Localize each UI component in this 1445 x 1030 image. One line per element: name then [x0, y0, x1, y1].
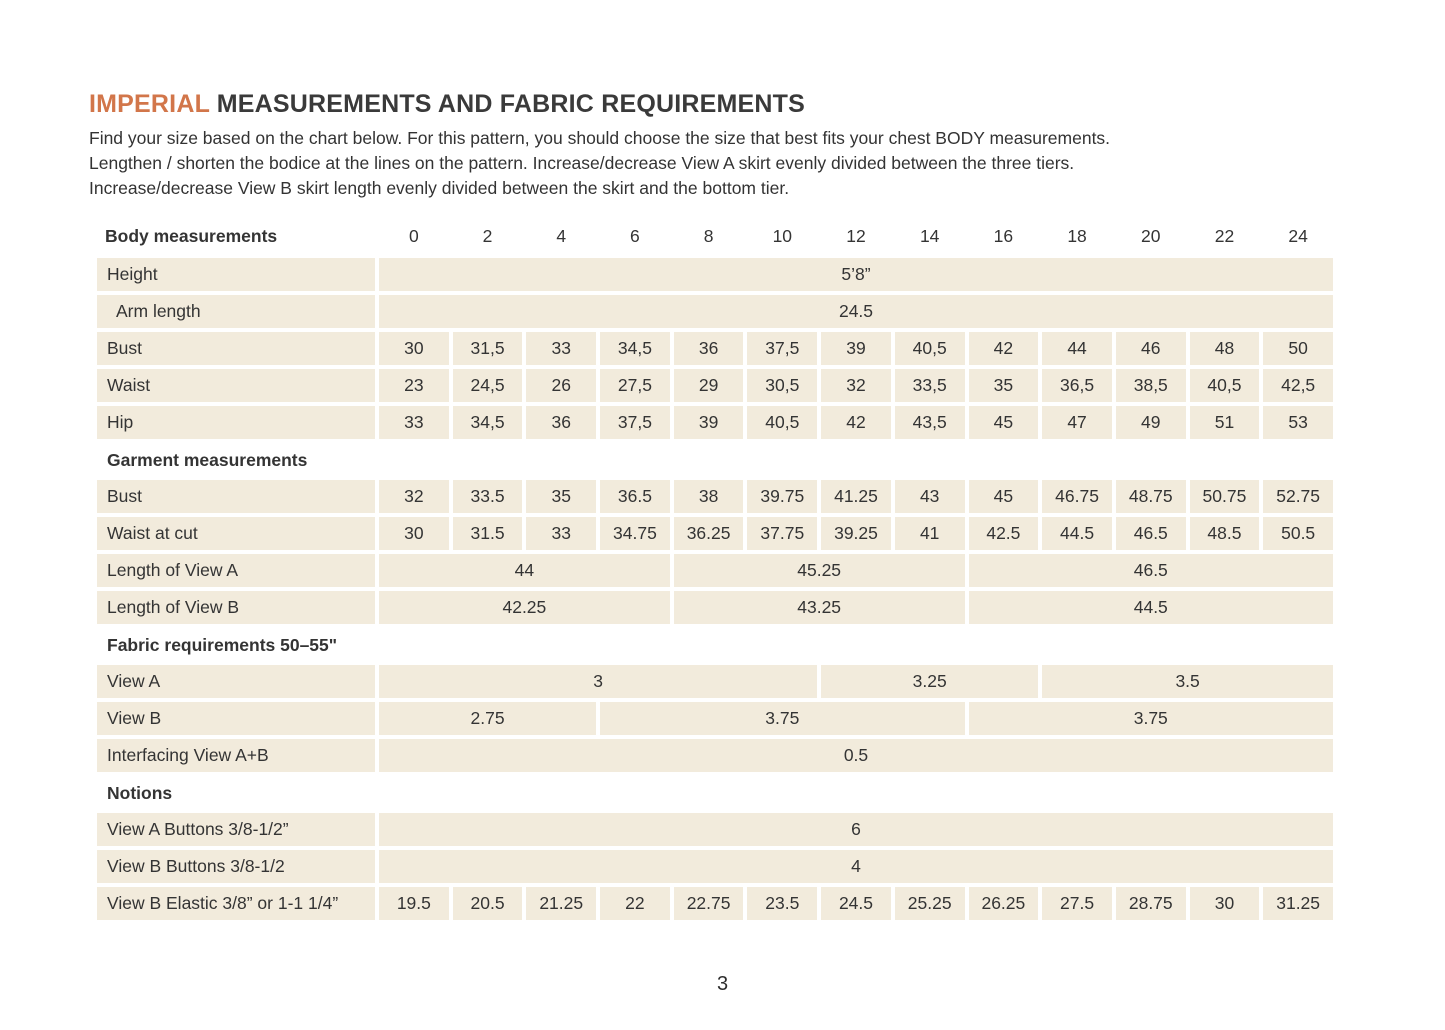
- value-cell: 24.5: [821, 887, 891, 920]
- page-title-rest: MEASUREMENTS AND FABRIC REQUIREMENTS: [209, 90, 805, 118]
- value-cell: 19.5: [379, 887, 449, 920]
- value-cell: 0.5: [379, 739, 1333, 772]
- table-row: [97, 369, 1333, 402]
- value-cell: 36.25: [674, 517, 744, 550]
- size-column-header-4: 4: [556, 225, 567, 246]
- value-cell: 40,5: [747, 406, 817, 439]
- value-cell: 47: [1042, 406, 1112, 439]
- section-heading: Garment measurements: [107, 449, 308, 470]
- value-cell: 44: [1042, 332, 1112, 365]
- value-cell: 34,5: [600, 332, 670, 365]
- size-column-header-22: 22: [1214, 225, 1235, 246]
- value-cell: 46.5: [1116, 517, 1186, 550]
- value-cell: 3.5: [1042, 665, 1333, 698]
- intro-line-2: Lengthen / shorten the bodice at the lines on the pattern. Increase/decrease View A skirt evenly divided between the three tiers.: [89, 153, 1075, 173]
- table-row: [97, 739, 1333, 772]
- table-row: [97, 332, 1333, 365]
- size-column-header-16: 16: [993, 225, 1014, 246]
- value-cell: 37,5: [747, 332, 817, 365]
- intro-line-3: Increase/decrease View B skirt length evenly divided between the skirt and the bottom tier.: [89, 178, 790, 198]
- value-cell: 43: [895, 480, 965, 513]
- value-cell: 3: [379, 665, 817, 698]
- value-cell: 30: [379, 332, 449, 365]
- row-label: Bust: [97, 332, 375, 365]
- value-cell: 38: [674, 480, 744, 513]
- value-cell: 40,5: [1190, 369, 1260, 402]
- value-cell: 35: [969, 369, 1039, 402]
- value-cell: 26.25: [969, 887, 1039, 920]
- table-row: [97, 258, 1333, 291]
- value-cell: 49: [1116, 406, 1186, 439]
- row-label: Waist at cut: [97, 517, 375, 550]
- size-column-header-0: 0: [408, 225, 419, 246]
- value-cell: 44.5: [1042, 517, 1112, 550]
- row-label: Height: [97, 258, 375, 291]
- row-label: Waist: [97, 369, 375, 402]
- value-cell: 29: [674, 369, 744, 402]
- value-cell: 36.5: [600, 480, 670, 513]
- row-label: Hip: [97, 406, 375, 439]
- value-cell: 6: [379, 813, 1333, 846]
- size-column-header-20: 20: [1141, 225, 1161, 246]
- value-cell: 48: [1190, 332, 1260, 365]
- table-row: [97, 295, 1333, 328]
- size-column-header-2: 2: [482, 225, 493, 246]
- value-cell: 31,5: [453, 332, 523, 365]
- table-header-label: Body measurements: [105, 225, 278, 246]
- value-cell: 39.25: [821, 517, 891, 550]
- value-cell: 25.25: [895, 887, 965, 920]
- value-cell: 23: [379, 369, 449, 402]
- page-number: 3: [716, 973, 729, 995]
- value-cell: 36: [674, 332, 744, 365]
- value-cell: 22: [600, 887, 670, 920]
- page-title: [89, 90, 1335, 119]
- row-label: Length of View B: [97, 591, 375, 624]
- value-cell: 34.75: [600, 517, 670, 550]
- row-label: View B Elastic 3/8” or 1-1 1/4”: [97, 887, 375, 920]
- table-row: [97, 591, 1333, 624]
- row-label: Length of View A: [97, 554, 375, 587]
- table-row: [97, 702, 1333, 735]
- value-cell: 24,5: [453, 369, 523, 402]
- value-cell: 42,5: [1263, 369, 1333, 402]
- value-cell: 4: [379, 850, 1333, 883]
- table-row: [97, 480, 1333, 513]
- value-cell: 48.5: [1190, 517, 1260, 550]
- size-column-header-24: 24: [1288, 225, 1308, 246]
- size-column-header-10: 10: [772, 225, 793, 246]
- value-cell: 50.5: [1263, 517, 1333, 550]
- table-row: [97, 887, 1333, 920]
- value-cell: 22.75: [674, 887, 744, 920]
- value-cell: 30,5: [747, 369, 817, 402]
- value-cell: 33: [526, 332, 596, 365]
- value-cell: 31.25: [1263, 887, 1333, 920]
- row-label: View A: [97, 665, 375, 698]
- row-label: Bust: [97, 480, 375, 513]
- value-cell: 44.5: [969, 591, 1333, 624]
- section-heading: Fabric requirements 50–55": [107, 634, 338, 655]
- table-header-row: [97, 223, 1333, 249]
- page-content: [89, 90, 1335, 924]
- value-cell: 30: [1190, 887, 1260, 920]
- size-column-header-14: 14: [919, 225, 940, 246]
- value-cell: 28.75: [1116, 887, 1186, 920]
- value-cell: 48.75: [1116, 480, 1186, 513]
- value-cell: 46: [1116, 332, 1186, 365]
- section-heading: Notions: [107, 782, 173, 803]
- value-cell: 50: [1263, 332, 1333, 365]
- value-cell: 46.75: [1042, 480, 1112, 513]
- value-cell: 33,5: [895, 369, 965, 402]
- value-cell: 3.75: [600, 702, 964, 735]
- value-cell: 27.5: [1042, 887, 1112, 920]
- value-cell: 24.5: [379, 295, 1333, 328]
- size-column-header-8: 8: [703, 225, 714, 246]
- value-cell: 33: [526, 517, 596, 550]
- value-cell: 44: [379, 554, 670, 587]
- value-cell: 26: [526, 369, 596, 402]
- value-cell: 52.75: [1263, 480, 1333, 513]
- value-cell: 35: [526, 480, 596, 513]
- size-column-header-12: 12: [846, 225, 866, 246]
- value-cell: 43.25: [674, 591, 965, 624]
- value-cell: 41.25: [821, 480, 891, 513]
- intro-line-1: Find your size based on the chart below. For this pattern, you should choose the size that best fits your chest BODY measurements.: [89, 128, 1111, 148]
- table-row: [97, 517, 1333, 550]
- value-cell: 36,5: [1042, 369, 1112, 402]
- value-cell: 37,5: [600, 406, 670, 439]
- value-cell: 34,5: [453, 406, 523, 439]
- value-cell: 40,5: [895, 332, 965, 365]
- table-row: [97, 665, 1333, 698]
- size-column-header-18: 18: [1067, 225, 1087, 246]
- value-cell: 43,5: [895, 406, 965, 439]
- value-cell: 33.5: [453, 480, 523, 513]
- value-cell: 42.25: [379, 591, 670, 624]
- value-cell: 39: [821, 332, 891, 365]
- value-cell: 21.25: [526, 887, 596, 920]
- table-row: [97, 850, 1333, 883]
- value-cell: 23.5: [747, 887, 817, 920]
- row-label: View B Buttons 3/8-1/2: [97, 850, 375, 883]
- value-cell: 30: [379, 517, 449, 550]
- value-cell: 36: [526, 406, 596, 439]
- value-cell: 42.5: [969, 517, 1039, 550]
- value-cell: 41: [895, 517, 965, 550]
- value-cell: 31.5: [453, 517, 523, 550]
- value-cell: 45: [969, 406, 1039, 439]
- value-cell: 51: [1190, 406, 1260, 439]
- value-cell: 50.75: [1190, 480, 1260, 513]
- value-cell: 53: [1263, 406, 1333, 439]
- value-cell: 45: [969, 480, 1039, 513]
- value-cell: 42: [821, 406, 891, 439]
- table-row: [97, 406, 1333, 439]
- page-title-accent: IMPERIAL: [89, 90, 210, 118]
- value-cell: 3.75: [969, 702, 1333, 735]
- value-cell: 5’8”: [379, 258, 1333, 291]
- value-cell: 39.75: [747, 480, 817, 513]
- size-column-header-6: 6: [630, 225, 640, 246]
- table-row: [97, 813, 1333, 846]
- intro-paragraph: [89, 126, 1335, 201]
- value-cell: 33: [379, 406, 449, 439]
- value-cell: 46.5: [969, 554, 1333, 587]
- table-row: [97, 554, 1333, 587]
- value-cell: 42: [969, 332, 1039, 365]
- value-cell: 38,5: [1116, 369, 1186, 402]
- size-table: [97, 223, 1333, 920]
- value-cell: 32: [379, 480, 449, 513]
- value-cell: 32: [821, 369, 891, 402]
- value-cell: 39: [674, 406, 744, 439]
- row-label: View B: [97, 702, 375, 735]
- value-cell: 45.25: [674, 554, 965, 587]
- value-cell: 20.5: [453, 887, 523, 920]
- value-cell: 27,5: [600, 369, 670, 402]
- value-cell: 3.25: [821, 665, 1038, 698]
- value-cell: 37.75: [747, 517, 817, 550]
- row-label: View A Buttons 3/8-1/2”: [97, 813, 375, 846]
- value-cell: 2.75: [379, 702, 596, 735]
- row-label: Arm length: [97, 295, 375, 328]
- row-label: Interfacing View A+B: [97, 739, 375, 772]
